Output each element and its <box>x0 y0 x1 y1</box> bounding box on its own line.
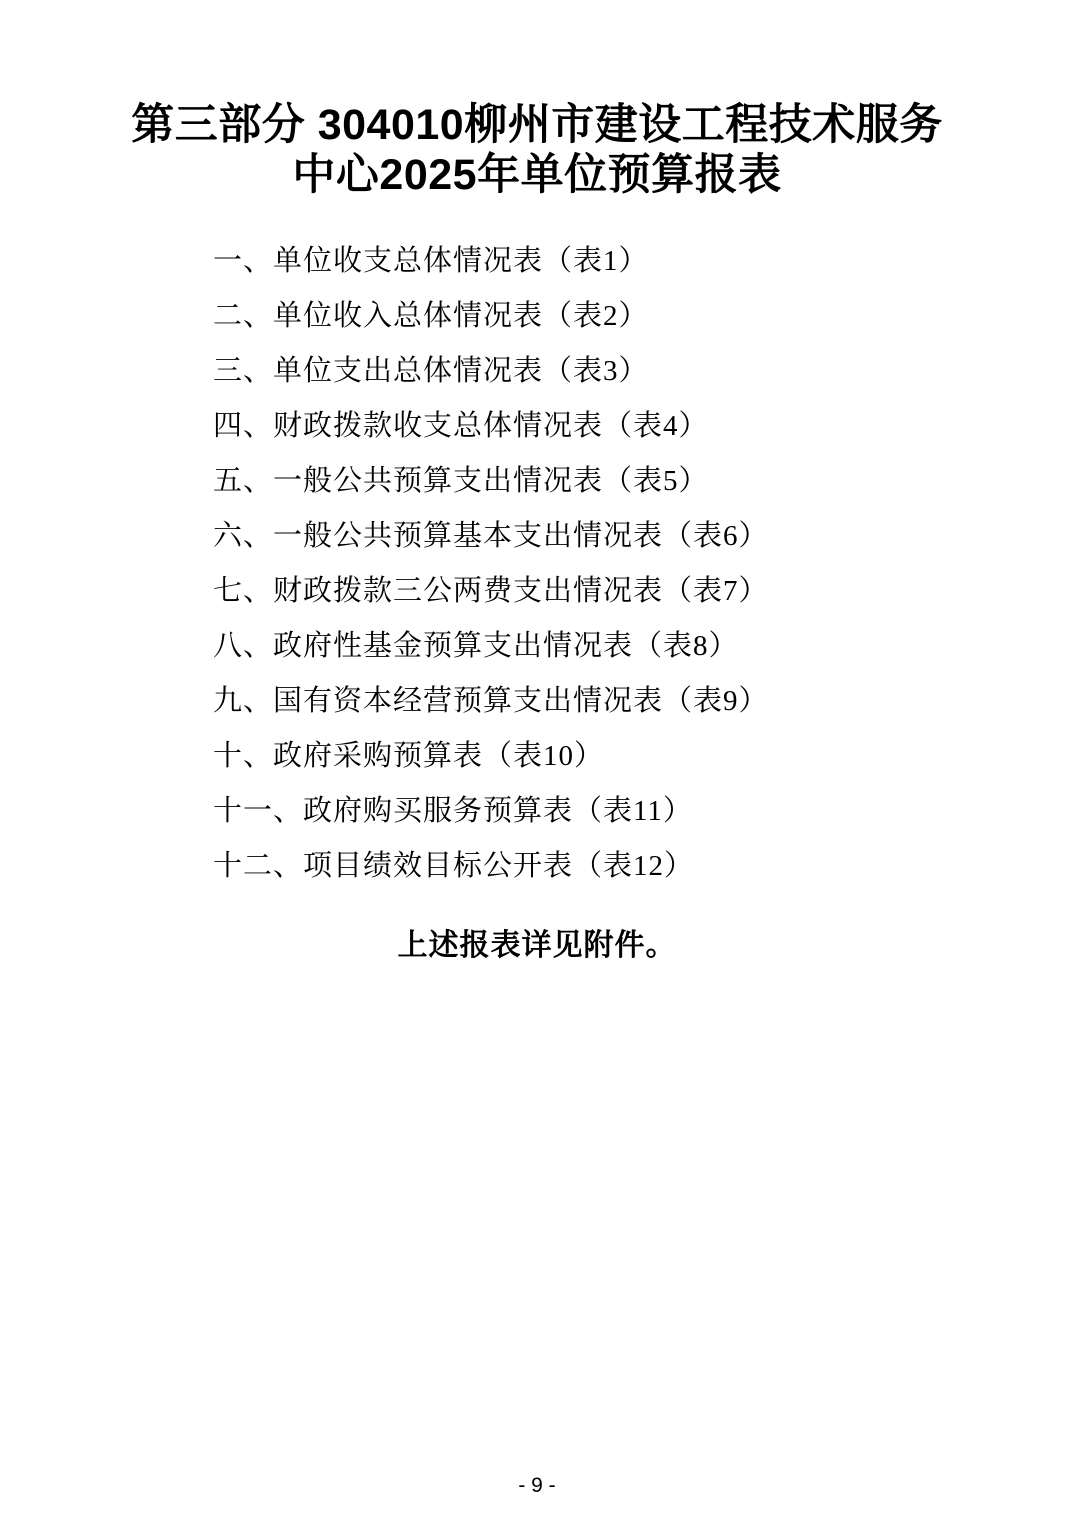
toc-item-3: 三、单位支出总体情况表（表3） <box>213 355 649 387</box>
toc-item-12: 十二、项目绩效目标公开表（表12） <box>213 850 695 882</box>
toc-item-9: 九、国有资本经营预算支出情况表（表9） <box>213 685 769 717</box>
page-number: - 9 - <box>518 1474 556 1497</box>
toc-item-2: 二、单位收入总体情况表（表2） <box>213 300 649 332</box>
toc-item-8: 八、政府性基金预算支出情况表（表8） <box>213 630 739 662</box>
toc-item-7: 七、财政拨款三公两费支出情况表（表7） <box>213 575 769 607</box>
toc-item-1: 一、单位收支总体情况表（表1） <box>213 245 649 277</box>
table-of-contents <box>213 234 1014 894</box>
attachment-note: 上述报表详见附件。 <box>397 929 677 962</box>
toc-item-5: 五、一般公共预算支出情况表（表5） <box>213 465 709 497</box>
toc-item-10: 十、政府采购预算表（表10） <box>213 740 605 772</box>
toc-item-4: 四、财政拨款收支总体情况表（表4） <box>213 410 709 442</box>
toc-item-6: 六、一般公共预算基本支出情况表（表6） <box>213 520 769 552</box>
toc-item-11: 十一、政府购买服务预算表（表11） <box>213 795 693 827</box>
page-title <box>0 100 1074 200</box>
page-title-line-2: 中心2025年单位预算报表 <box>292 151 782 199</box>
page-title-line-1: 第三部分 304010柳州市建设工程技术服务 <box>131 101 943 149</box>
